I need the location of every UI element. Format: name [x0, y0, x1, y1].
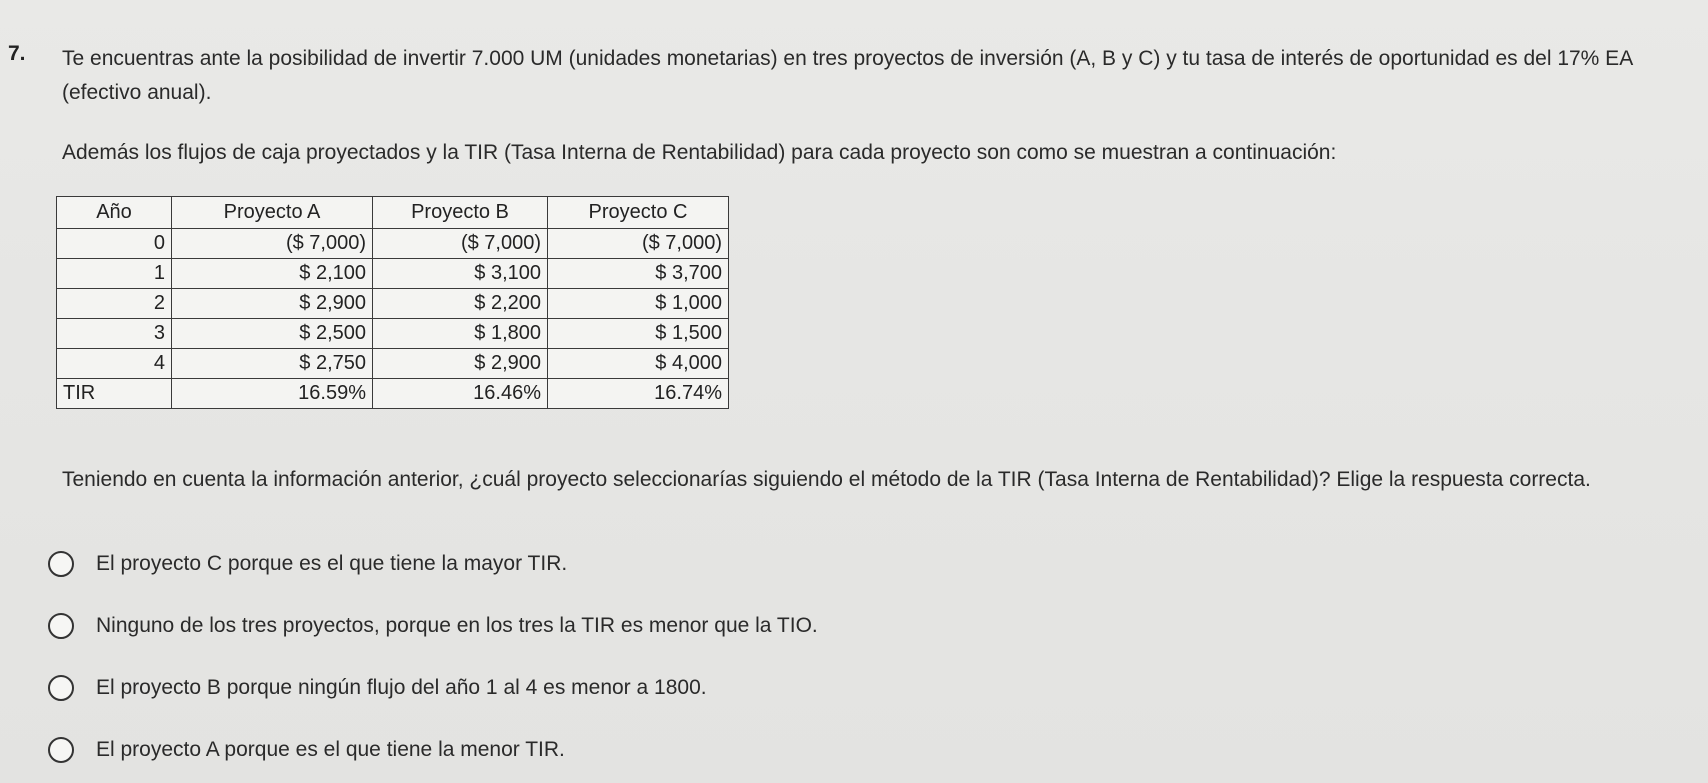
answer-option-label: El proyecto A porque es el que tiene la menor TIR. [96, 738, 565, 761]
cell-project-b: ($ 7,000) [373, 229, 548, 259]
answer-option-3[interactable] [48, 657, 818, 719]
table-row [57, 349, 729, 379]
cell-year: 1 [57, 259, 172, 289]
radio-button[interactable] [48, 737, 74, 763]
cell-project-c: ($ 7,000) [548, 229, 729, 259]
cell-year: 0 [57, 229, 172, 259]
cell-tir-project-c: 16.74% [548, 379, 729, 409]
radio-button[interactable] [48, 675, 74, 701]
cash-flow-table [56, 196, 729, 409]
table-row [57, 259, 729, 289]
cell-project-b: $ 2,900 [373, 349, 548, 379]
answer-options [48, 533, 818, 781]
radio-button[interactable] [48, 613, 74, 639]
radio-button[interactable] [48, 551, 74, 577]
table-row [57, 229, 729, 259]
cell-project-b: $ 1,800 [373, 319, 548, 349]
answer-option-label: El proyecto B porque ningún flujo del año 1 al 4 es menor a 1800. [96, 676, 707, 699]
cell-project-a: $ 2,500 [172, 319, 373, 349]
question-prompt: Teniendo en cuenta la información anterior, ¿cuál proyecto seleccionarías siguiendo el método de la TIR (Tasa Interna de Rentabilidad)? Elige la respuesta correcta. [62, 468, 1591, 491]
question-text: Te encuentras ante la posibilidad de invertir 7.000 UM (unidades monetarias) en tres proyectos de inversión (A, B y C) y tu tasa de interés de oportunidad es del 17% EA (efectivo anual). [62, 47, 1633, 104]
header-project-c: Proyecto C [548, 197, 729, 229]
cell-project-c: $ 4,000 [548, 349, 729, 379]
header-project-b: Proyecto B [373, 197, 548, 229]
table-row [57, 289, 729, 319]
answer-option-label: El proyecto C porque es el que tiene la mayor TIR. [96, 552, 568, 575]
question-number: 7. [8, 42, 26, 65]
cell-project-b: $ 3,100 [373, 259, 548, 289]
cell-project-a: $ 2,100 [172, 259, 373, 289]
answer-option-1[interactable] [48, 533, 818, 595]
table-row [57, 319, 729, 349]
table-header-row [57, 197, 729, 229]
cell-year: 4 [57, 349, 172, 379]
cell-project-c: $ 3,700 [548, 259, 729, 289]
header-year: Año [57, 197, 172, 229]
cell-project-a: $ 2,750 [172, 349, 373, 379]
cell-project-c: $ 1,000 [548, 289, 729, 319]
cell-tir-project-a: 16.59% [172, 379, 373, 409]
cell-project-c: $ 1,500 [548, 319, 729, 349]
cell-project-a: $ 2,900 [172, 289, 373, 319]
header-project-a: Proyecto A [172, 197, 373, 229]
cell-project-a: ($ 7,000) [172, 229, 373, 259]
table-row-tir [57, 379, 729, 409]
answer-option-4[interactable] [48, 719, 818, 781]
cell-year: 2 [57, 289, 172, 319]
question-context: Además los flujos de caja proyectados y la TIR (Tasa Interna de Rentabilidad) para cada proyecto son como se muestran a continuación: [62, 141, 1337, 164]
answer-option-label: Ninguno de los tres proyectos, porque en los tres la TIR es menor que la TIO. [96, 614, 818, 637]
cell-tir-label: TIR [57, 379, 172, 409]
answer-option-2[interactable] [48, 595, 818, 657]
cell-year: 3 [57, 319, 172, 349]
cell-tir-project-b: 16.46% [373, 379, 548, 409]
cell-project-b: $ 2,200 [373, 289, 548, 319]
